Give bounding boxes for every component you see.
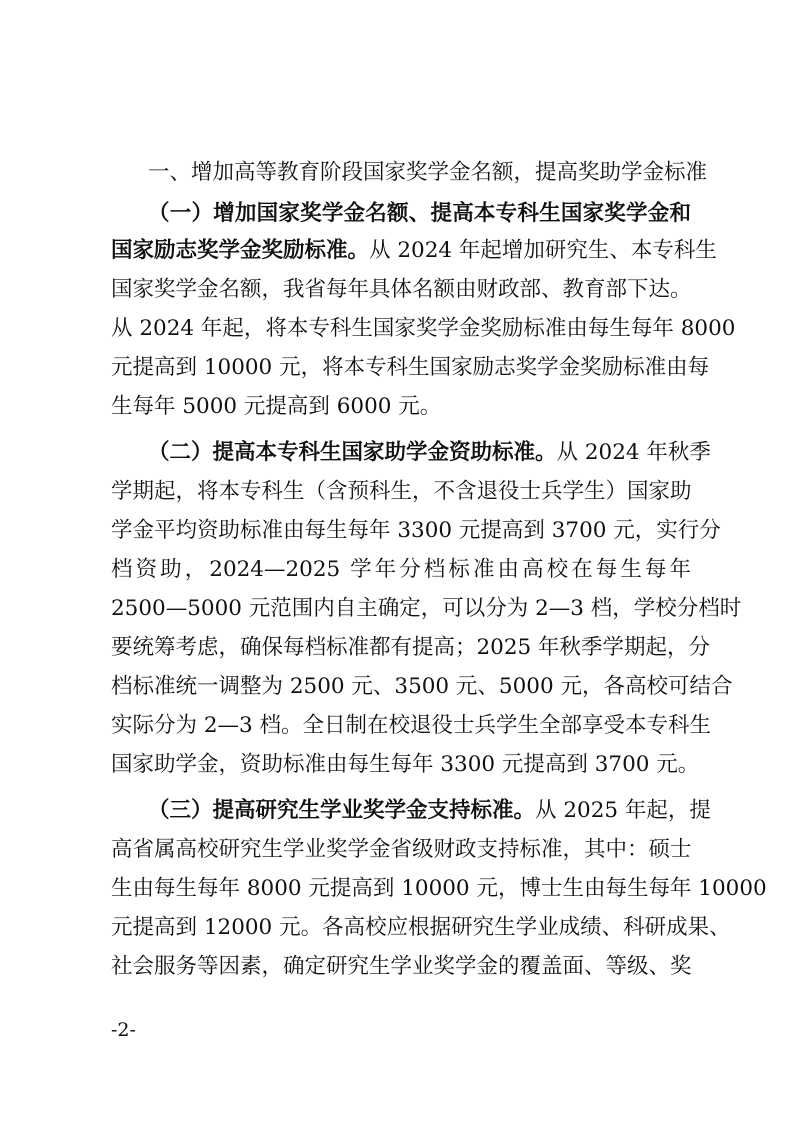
line-text: 生每年 5000 元提高到 6000 元。 (111, 394, 442, 419)
paragraph-2-line-7 (111, 674, 733, 699)
line-text: 学金平均资助标准由每生每年 3300 元提高到 3700 元，实行分 (111, 518, 721, 543)
paragraph-1-line-5 (111, 355, 710, 380)
line-text: 学期起，将本专科生（含预科生，不含退役士兵学生）国家助 (111, 479, 692, 504)
paragraph-2-line-4 (111, 559, 691, 581)
paragraph-2-line-3 (111, 518, 721, 543)
line-text: 实际分为 2—3 档。全日制在校退役士兵学生全部享受本专科生 (111, 713, 712, 738)
paragraph-2-line-2 (111, 481, 691, 503)
line-text: 国家奖学金名额，我省每年具体名额由财政部、教育部下达。 (111, 277, 692, 302)
bold-lead: 国家励志奖学金奖励标准。 (111, 238, 370, 263)
line-text: 从 2024 年秋季 (556, 440, 711, 465)
line-text: 国家助学金，资助标准由每生每年 3300 元提高到 3700 元。 (111, 752, 700, 777)
bold-lead: （三）提高研究生学业奖学金支持标准。 (148, 798, 536, 823)
page-number: -2- (111, 1019, 136, 1041)
line-text: 档标准统一调整为 2500 元、3500 元、5000 元，各高校可结合 (111, 674, 733, 699)
paragraph-3-line-1 (148, 798, 711, 823)
section-heading: 一、增加高等教育阶段国家奖学金名额，提高奖助学金标准 (148, 160, 708, 185)
paragraph-1-line-1 (148, 203, 691, 225)
line-text: 从 2024 年起增加研究生、本专科生 (369, 238, 717, 263)
line-text: 元提高到 10000 元，将本专科生国家励志奖学金奖励标准由每 (111, 355, 710, 380)
paragraph-2-line-8 (111, 713, 712, 738)
paragraph-1-line-4 (111, 316, 736, 341)
paragraph-2-line-1 (148, 440, 711, 465)
bold-lead: （一）增加国家奖学金名额、提高本专科生国家奖学金和 (148, 201, 691, 226)
line-text: 从 2024 年起，将本专科生国家奖学金奖励标准由每生每年 8000 (111, 316, 736, 341)
line-text: 元提高到 12000 元。各高校应根据研究生学业成绩、科研成果、 (111, 915, 731, 940)
bold-lead: （二）提高本专科生国家助学金资助标准。 (148, 440, 557, 465)
line-text: 社会服务等因素，确定研究生学业奖学金的覆盖面、等级、奖 (111, 954, 692, 979)
line-text: 生由每生每年 8000 元提高到 10000 元，博士生由每生每年 10000 (111, 876, 767, 901)
line-text: 高省属高校研究生学业奖学金省级财政支持标准，其中：硕士 (111, 837, 692, 862)
paragraph-1-line-3 (111, 279, 691, 301)
line-text: 要统筹考虑，确保每档标准都有提高；2025 年秋季学期起，分 (111, 635, 711, 660)
line-text: 从 2025 年起，提 (535, 798, 711, 823)
paragraph-1-line-2 (111, 238, 717, 263)
paragraph-3-line-4 (111, 915, 731, 940)
paragraph-2-line-9 (111, 752, 700, 777)
paragraph-2-line-6 (111, 635, 711, 660)
line-text: 档资助，2024—2025 学年分档标准由高校在每生每年 (111, 557, 691, 582)
paragraph-3-line-5 (111, 956, 691, 978)
line-text: 2500—5000 元范围内自主确定，可以分为 2—3 档，学校分档时 (111, 596, 742, 621)
paragraph-3-line-2 (111, 839, 691, 861)
paragraph-2-line-5 (111, 596, 742, 621)
paragraph-3-line-3 (111, 876, 767, 901)
paragraph-1-line-6 (111, 396, 691, 418)
